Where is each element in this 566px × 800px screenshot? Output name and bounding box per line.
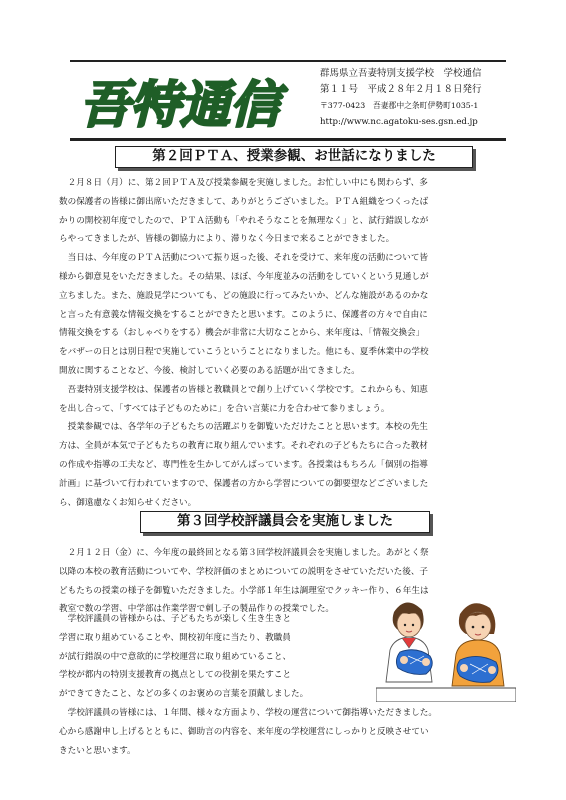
body-line: を出し合って、「すべては子どものために」を合い言葉に力を合わせて参りましょう。 (59, 403, 390, 414)
body-line: 開放に関することなど、今後、検討していく必要のある話題が出てきました。 (59, 365, 360, 376)
logo-text: 吾特通信 (80, 76, 280, 132)
body-line: 学校評議員の皆様には、１年間、様々な方面より、学校の運営について御指導いただきました。 (59, 708, 437, 718)
body-line: 情報交換をする（おしゃべりをする）機会が非常に大切なことから、来年度は、「情報交換会」 (59, 328, 425, 339)
body-line: ら、御遠慮なくお知らせください。 (59, 497, 197, 508)
newsletter-logo (76, 70, 296, 132)
body-line: 吾妻特別支援学校は、保護者の皆様と教職員とで創り上げていく学校です。これからも、知恵 (59, 384, 428, 395)
body-line: 方は、全員が本気で子どもたちの教育に取り組んでいます。それぞれの子どもたちに合った教材 (59, 441, 428, 452)
body-line: の作成や指導の工夫など、専門性を生かしてがんばっています。各授業はもちろん「個別の指導 (59, 459, 428, 470)
newsletter-header (70, 60, 506, 142)
body-line: 様から御意見をいただきました。その結果、ほぼ、今年度並みの活動をしていくという見通しが (59, 271, 429, 282)
header-bottom-rule (70, 138, 506, 141)
children-sewing-illustration (376, 590, 516, 702)
body-line: かりの開校初年度でしたので、ＰＴＡ活動も「やれそうなことを無理なく」と、試行錯誤しなが (59, 215, 429, 226)
body-line: 立ちました。また、施設見学についても、どの施設に行ってみたいか、どんな施設があるのかな (59, 290, 429, 301)
body-line: 学校が都内の特別支援教育の拠点としての役割を果たすこと (59, 670, 292, 681)
two-children-sewing-icon (376, 590, 516, 702)
header-info (320, 66, 506, 130)
header-top-rule (70, 60, 506, 62)
body-line: 学習に取り組めていることや、開校初年度に当たり、教職員 (59, 632, 291, 643)
body-line: 教室で数の学習、中学部は作業学習で刺し子の製品作りの授業でした。 (59, 604, 335, 615)
body-line: 以降の本校の教育活動についてや、学校評価のまとめについての説明をさせていただいた後、子 (59, 566, 429, 577)
body-line: 計画」に基づいて行われていますので、保護者の方から学習についての御要望などございました (59, 478, 429, 489)
issue-info: 第１１号 平成２８年２月１８日発行 (320, 84, 482, 95)
body-line: ができてきたこと、などの多くのお褒めの言葉を頂戴しました。 (59, 689, 309, 700)
body-line: と言った有意義な情報交換をすることができたと思います。このように、保護者の方々で自由に (59, 309, 428, 320)
body-line: 当日は、今年度のＰＴＡ活動について振り返った後、それを受けて、来年度の活動について皆 (59, 253, 429, 264)
school-url: http://www.nc.agatoku-ses.gsn.ed.jp (320, 117, 478, 127)
body-line: をバザーの日とは別日程で実施していこうということになりました。他にも、夏季休業中の学校 (59, 347, 429, 358)
school-address: 〒377-0423 吾妻郡中之条町伊勢町1035-1 (320, 101, 479, 110)
body-line: ２月１２日（金）に、今年度の最終回となる第３回学校評議員会を実施しました。あがとく祭 (59, 548, 429, 558)
body-line: どもたちの授業の様子を御覧いただきました。小学部１年生は調理室でクッキー作り、６年生は (59, 585, 429, 596)
section-council-body-b (59, 610, 377, 704)
section-title-pta: 第２回ＰＴＡ、授業参観、お世話になりました (115, 146, 473, 168)
body-line: 心から感謝申し上げるとともに、御助言の内容を、来年度の学校運営にしっかりと反映させてい (59, 726, 429, 737)
body-line: が試行錯誤の中で意欲的に学校運営に取り組めていること、 (59, 651, 292, 662)
section-title-council: 第３回学校評議員会を実施しました (140, 511, 430, 533)
section-pta-body (59, 174, 511, 512)
section-council-body-c (59, 704, 511, 760)
body-line: ２月８日（月）に、第２回ＰＴＡ及び授業参観を実施しました。お忙しい中にも関わらず、多 (59, 178, 428, 188)
body-line: 数の保護者の皆様に御出席いただきまして、ありがとうございました。ＰＴＡ組織をつくったば (59, 196, 429, 207)
body-line: きたいと思います。 (59, 745, 136, 756)
body-line: らやってきましたが、皆様の御協力により、滞りなく今日まで来ることができました。 (59, 234, 395, 245)
school-name: 群馬県立吾妻特別支援学校 学校通信 (320, 68, 482, 79)
body-line: 学校評議員の皆様からは、子どもたちが楽しく生き生きと (59, 614, 292, 624)
body-line: 授業参観では、各学年の子どもたちの活躍ぶりを御覧いただけたことと思います。本校の先生 (59, 422, 428, 433)
